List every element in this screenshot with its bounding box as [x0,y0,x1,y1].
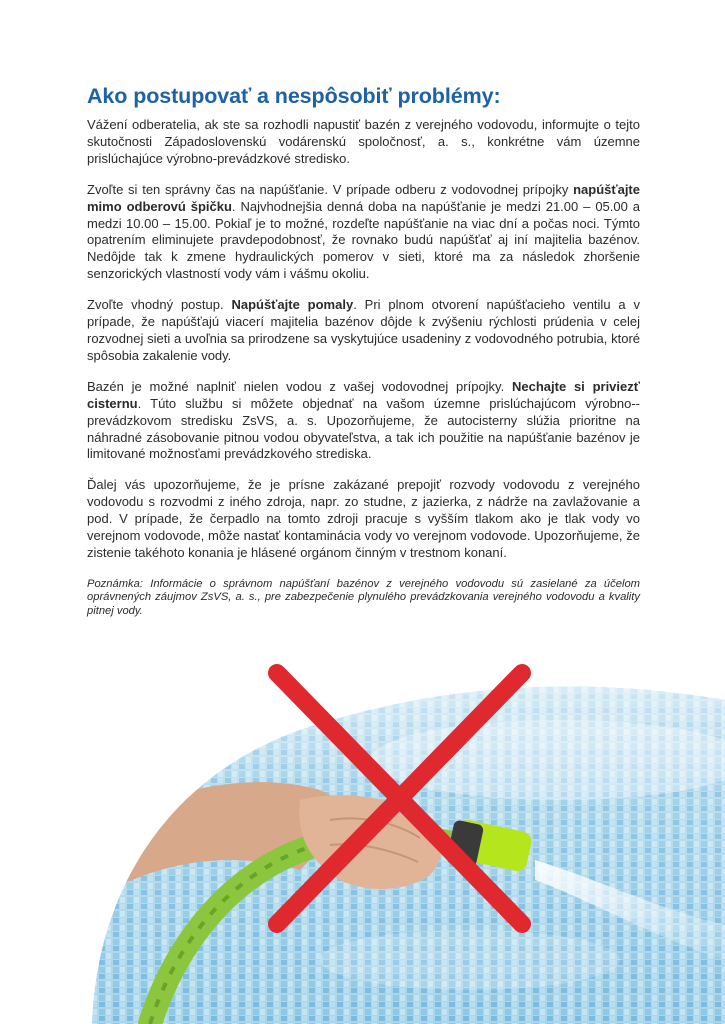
hose-nozzle [452,818,534,873]
warning-paragraph: Ďalej vás upozorňujeme, že je prísne zakázané prepojiť rozvody vodovodu z verejného vodovodu s rozvodmi z iného zdroja, napr. zo studne, z jazierka, z nádrže na zavlažovanie a pod. V prípade, že čerpadlo na tomto zdroji pracuje s vyšším tlakom ako je tlak vody vo verejnom vodovode, môže nastať kontaminácia vody vo verejnom vodovode. Upozorňujeme, že zistenie takéhoto konania je hlásené orgánom činným v trestnom konaní. [87,477,640,560]
prohibition-cross [277,673,522,924]
water-spray [535,860,725,960]
hand [299,795,441,889]
page-heading: Ako postupovať a nespôsobiť problémy: [87,84,501,108]
tanker-paragraph: Bazén je možné naplniť nielen vodou z vašej vodovodnej prípojky. Nechajte si priviezť cisternu. Túto službu si môžete objednať na vašom územne prislúchajúcom výrobno--prevádzkovom stredisku ZsVS, a. s. Upozorňujeme, že autocisterny slúžia prioritne na náhradné zásobovanie pitnou vodou obyvateľstva, a tak ich použitie na napúšťanie bazénov je limitované možnosťami prevádzkového strediska. [87,378,640,462]
timing-paragraph: Zvoľte si ten správny čas na napúšťanie. V prípade odberu z vodovodnej prípojky napúšťajte mimo odberovú špičku. Najvhodnejšia denná doba na napúšťanie je medzi 21.00 – 05.00 a medzi 10.00 – 15.00. Pokiaľ je to možné, rozdeľte napúšťanie na viac dní a počas noci. Týmto opatrením eliminujete pravdepodobnosť, že rovnako budú napúšťať aj iní majitelia bazénov. Nedôjde tak k zmene hydraulických pomerov v sieti, ktoré ma za následok zhoršenie senzorických vlastností vody vám i vášmu okoliu. [87,181,640,282]
arm [92,782,360,900]
note-paragraph: Poznámka: Informácie o správnom napúšťaní bazénov z verejného vodovodu sú zasielané za účelom oprávnených záujmov ZsVS, a. s., pre zabezpečenie plynulého prevádzkovania verejného vodovodu a kvality pitnej vody. [87,577,640,618]
green-hose [150,835,460,1024]
timing-emphasis: napúšťajte mimo odberovú špičku [87,181,640,214]
method-emphasis: Napúšťajte pomaly [231,297,354,313]
tanker-emphasis: Nechajte si priviezť cisternu [87,378,640,411]
method-paragraph: Zvoľte vhodný postup. Napúšťajte pomaly. Pri plnom otvorení napúšťacieho ventilu a v prípade, že napúšťajú viacerí majitelia bazénov dôjde k zvýšeniu rýchlosti prúdenia v celej rozvodnej sieti a uvoľnia sa prirodzene sa vyskytujúce usadeniny z vodovodného potrubia, ktoré spôsobia zakalenie vody. [87,297,641,363]
document-body [87,84,640,633]
intro-paragraph: Vážení odberatelia, ak ste sa rozhodli napustiť bazén z verejného vodovodu, informujte o tejto skutočnosti Západoslovenskú vodárenskú spoločnosť, a. s., konkrétne vám územne prislúchajúce výrobno-prevádzkové stredisko. [87,117,640,166]
pool-water [0,660,725,1024]
